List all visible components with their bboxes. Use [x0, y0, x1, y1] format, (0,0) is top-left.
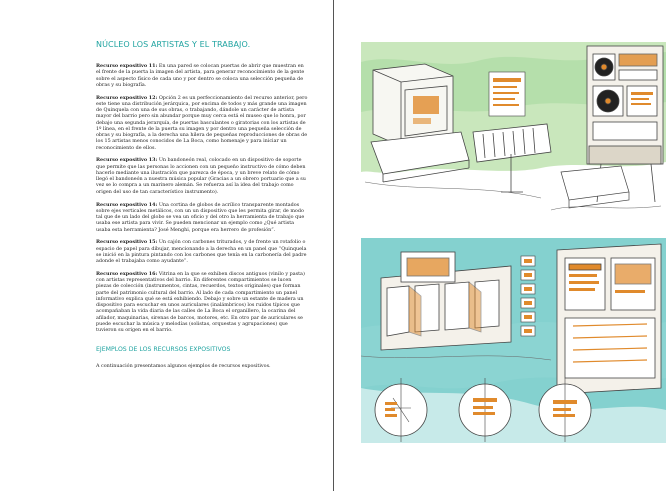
- resource-text: En una pared se colocan puertas de abrir que muestran en el frente de la puerta la imagen del artista, para generar reconocimiento de la gente sobre el aspecto físico de cada uno y por dentro se coloca una selección pequeña de obras y su biografía.: [96, 63, 305, 88]
- resource-paragraph-11: [96, 63, 308, 88]
- top-illustration: [361, 42, 666, 220]
- bottom-illustration: [361, 238, 666, 443]
- resource-text: Opción 2 es un perfeccionamiento del recurso anterior, pero este tiene una distribución jerárquica, por encima de todos y más grande una imagen de Quinquela con una de sus obras, o trabajando, dándole un carácter de artista mayor del barrio pero sin abundar porque muy cerca está el museo que lo honra, por debajo una segunda jerarquía, de puertas basculantes o giratorias con los artistas de 1º línea, en el frente de la puerta su imagen y por dentro una pequeña selección de obras y su biografía, a la derecha una hilera de pequeñas reproducciones de obras de los 15 artistas menos conocidos de La Boca, como homenaje y para iniciar un reconocimiento de ellos.: [96, 94, 308, 151]
- sketch-drawing: [361, 238, 666, 443]
- resource-paragraph-15: [96, 239, 308, 264]
- sketch-drawing: [361, 42, 666, 220]
- resource-label: Recurso expositivo 15:: [96, 239, 158, 246]
- resource-paragraph-13: [96, 157, 308, 195]
- resource-paragraph-12: [96, 95, 308, 151]
- resource-label: Recurso expositivo 14:: [96, 201, 158, 208]
- resource-text: Vitrina en la que se exhiben discos antiguos (vinilo y pasta) con artistas representativos del barrio. En diferentes compartimientos se lucen piezas de colección (instrumentos, cintas, recuerdos, textos originales) que forman parte del patrimonio cultural del barrio. Al lado de cada compartimiento un panel informativo explica qué se está exhibiendo. Debajo y sobre un estante de madera un dispositivo para escuchar en unos auriculares (inalámbricos) los ruidos típicos que acompañaban la vida diaria de las calles de La Boca el organillero, la ocarina del afilador, maquinarias, sirenas de barcos, motores, etc. En otro par de auriculares se puede escuchar la música y melodías (solistas, orquestas y agrupaciones) que tuvieron su origen en el barrio.: [96, 270, 305, 334]
- resource-text: Una cortina de globos de acrílico transparente montados sobre ejes verticales metálicos, con un un dispositivo que les permita girar, de modo tal que de un lado del globo se vea un oficio y del otro la herramienta de trabajo que usaba ese artista para vivir. Se pueden mencionar un ejemplo como ¿Qué artista usaba esta herramienta? José Menghi, porque era herrero de profesión”.: [96, 201, 305, 233]
- resource-label: Recurso expositivo 11:: [96, 63, 158, 69]
- examples-heading: EJEMPLOS DE LOS RECURSOS EXPOSITIVOS: [96, 346, 231, 354]
- page-heading: NÚCLEO LOS ARTISTAS Y EL TRABAJO.: [96, 40, 251, 49]
- resource-text: Un bandoneón real, colocado en un dispositivo de soporte que permite que las personas lo accionen con un pequeño instructivo de cómo deben hacerlo mediante una ilustración que parezca de época, y un breve relato de cómo llegó el bandoneón a nuestra música popular (Gracias a un obrero portuario que a su vez se lo compra a un marinero alemán. Se refuerza así la idea del trabajo como origen del uso de tan característico instrumento).: [96, 157, 306, 195]
- resource-label: Recurso expositivo 16:: [96, 270, 158, 277]
- resource-paragraph-16: [96, 271, 308, 334]
- right-page: [334, 0, 666, 491]
- resource-label: Recurso expositivo 12:: [96, 94, 158, 101]
- examples-intro: A continuación presentamos algunos ejemplos de recursos expositivos.: [96, 363, 271, 370]
- resource-label: Recurso expositivo 13:: [96, 157, 158, 164]
- resource-paragraph-14: [96, 202, 308, 233]
- resource-text: Un cajón con carbones triturados, y de frente un rotafolio o espacio de papel para dibujar, mencionando a la derecha en un panel que “Quinquela se inició en la pintura pintando con los carbones que tenía en la carbonería del padre adonde el trabajaba como ayudante”.: [96, 239, 307, 265]
- text-column: [96, 40, 308, 370]
